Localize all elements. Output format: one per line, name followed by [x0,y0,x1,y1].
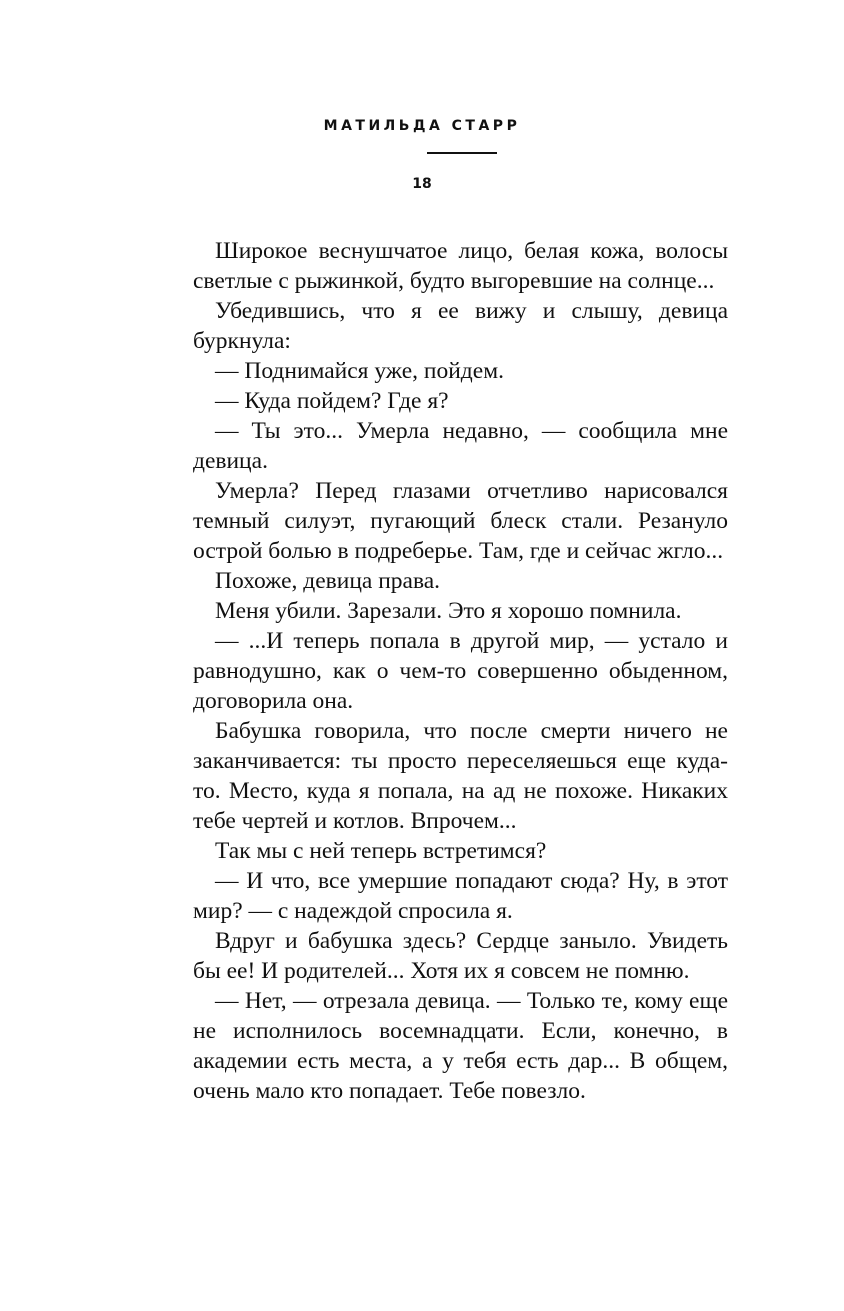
paragraph: Похоже, девица права. [215,568,441,594]
paragraph: — Ты это... Умерла недавно, — сообщила мне девица. [193,418,728,474]
paragraph: — Нет, — отрезала девица. — Только те, кому еще не исполнилось восемнадцати. Если, конечно, в академии есть места, а у тебя есть дар... В общем, очень мало кто попадает. Тебе повезло. [193,988,728,1104]
paragraph: — И что, все умершие попадают сюда? Ну, в этот мир? — с надеждой спросила я. [193,868,728,924]
paragraph: Так мы с ней теперь встретимся? [215,838,547,864]
paragraph: — ...И теперь попала в другой мир, — устало и равнодушно, как о чем-то совершенно обыденном, договорила она. [193,628,728,714]
paragraph: — Поднимайся уже, пойдем. [215,358,504,384]
paragraph: Убедившись, что я ее вижу и слышу, девица буркнула: [193,298,728,354]
paragraph: Бабушка говорила, что после смерти ничего не заканчивается: ты просто переселяешься еще куда-то. Место, куда я попала, на ад не похоже. Никаких тебе чертей и котлов. Впрочем... [193,718,728,834]
body-text [193,236,728,1106]
paragraph: Широкое веснушчатое лицо, белая кожа, волосы светлые с рыжинкой, будто выгоревшие на солнце... [193,238,728,294]
running-head-author: МАТИЛЬДА СТАРР [323,118,521,134]
paragraph: Меня убили. Зарезали. Это я хорошо помнила. [215,598,682,624]
paragraph: — Куда пойдем? Где я? [215,388,449,414]
paragraph: Умерла? Перед глазами отчетливо нарисовался темный силуэт, пугающий блеск стали. Резануло острой болью в подреберье. Там, где и сейчас жгло... [193,478,728,564]
header-divider [427,152,497,154]
paragraph: Вдруг и бабушка здесь? Сердце заныло. Увидеть бы ее! И родителей... Хотя их я совсем не помню. [193,928,728,984]
page-number: 18 [412,176,432,192]
